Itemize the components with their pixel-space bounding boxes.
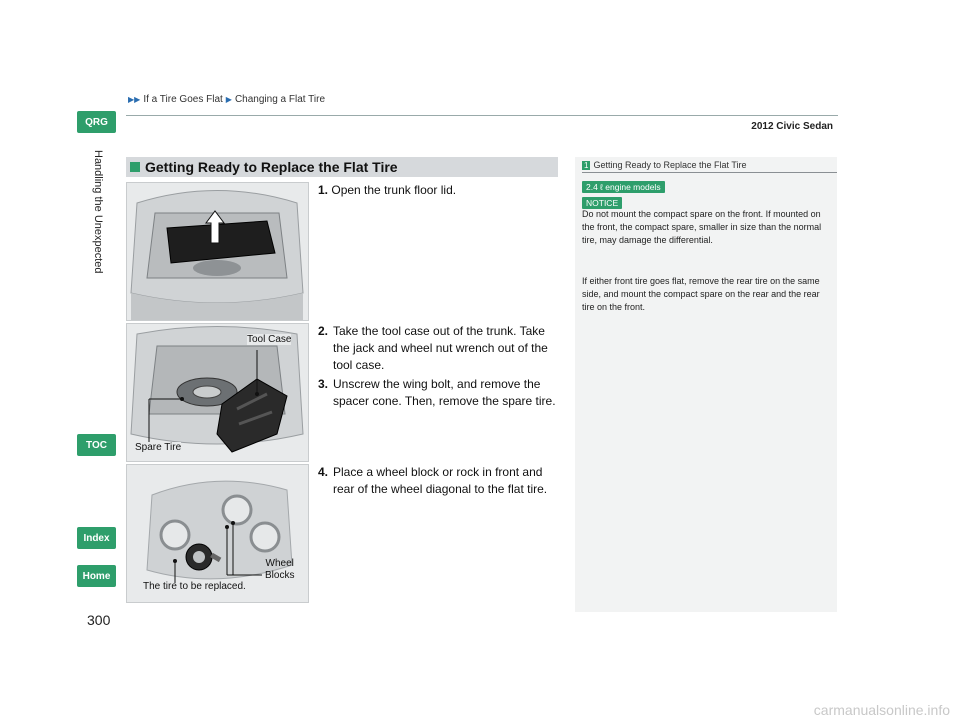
note-divider [582,172,837,173]
step-number: 2. [318,324,329,338]
model-title: 2012 Civic Sedan [751,121,833,132]
tool-case-callout: Tool Case [247,334,292,345]
breadcrumb [128,94,325,105]
breadcrumb-item-2[interactable]: Changing a Flat Tire [234,94,326,105]
wheel-blocks-label-2: Blocks [265,570,295,581]
step-text: Place a wheel block or rock in front and rear of the wheel diagonal to the flat tire. [333,465,548,496]
spare-tire-callout: Spare Tire [135,442,182,453]
section-title-bar [126,157,558,177]
note-header [582,160,747,170]
chapter-label-wrap [90,150,104,430]
step-number: 3. [318,377,329,391]
tab-index[interactable]: Index [77,527,116,549]
step-3 [318,376,558,410]
tab-qrg[interactable]: QRG [77,111,116,133]
page-number: 300 [87,612,111,628]
wheel-blocks-label-1: Wheel [265,558,294,569]
breadcrumb-arrow-icon: ▶ [225,95,232,104]
header-divider [126,115,838,116]
note-number: 1 [584,160,589,170]
breadcrumb-arrow-icon: ▶▶ [128,95,141,104]
notice-badge-label: NOTICE [582,197,622,209]
trunk-lid-illustration [126,182,309,321]
step-1 [318,182,558,199]
wheel-blocks-callout [265,558,294,582]
breadcrumb-item-1[interactable]: If a Tire Goes Flat [143,94,223,105]
watermark: carmanualsonline.info [813,702,950,718]
chapter-label: Handling the Unexpected [92,150,104,274]
step-2 [318,323,558,374]
engine-badge-label: 2.4 ℓ engine models [582,181,665,193]
wheel-blocks-illustration [126,464,309,603]
tool-case-spare-tire-illustration [126,323,309,462]
note-title: Getting Ready to Replace the Flat Tire [593,160,747,170]
step-number: 1. [318,183,329,197]
step-text: Open the trunk floor lid. [331,183,457,197]
section-square-icon [130,162,140,172]
tab-home[interactable]: Home [77,565,116,587]
step-text: Take the tool case out of the trunk. Take the jack and wheel nut wrench out of the tool case. [333,324,548,372]
section-title: Getting Ready to Replace the Flat Tire [145,159,398,175]
tire-to-replace-callout: The tire to be replaced. [143,581,246,592]
notice-text: Do not mount the compact spare on the front. If mounted on the front, the compact spare, smaller in size than the normal tire, may damage the differential. [582,209,822,245]
tab-toc[interactable]: TOC [77,434,116,456]
step-4 [318,464,558,498]
step-text: Unscrew the wing bolt, and remove the spacer cone. Then, remove the spare tire. [333,377,556,408]
info-text: If either front tire goes flat, remove the rear tire on the same side, and mount the compact spare on the rear and the rear tire on the front. [582,276,820,312]
step-number: 4. [318,465,329,479]
